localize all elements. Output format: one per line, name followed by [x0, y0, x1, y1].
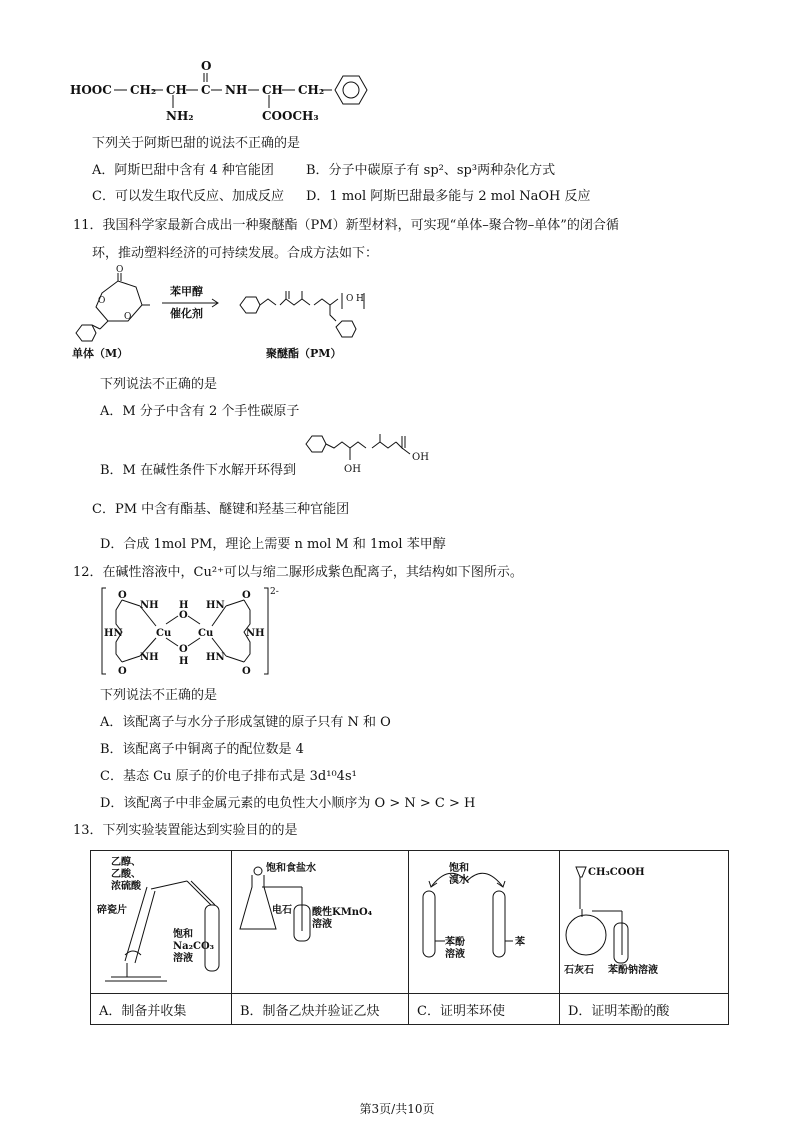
q12-stem: 下列说法不正确的是 — [100, 688, 218, 703]
q11-option-b-structure — [302, 430, 442, 482]
q10-option-a: A．阿斯巴甜中含有 4 种官能团 — [92, 163, 274, 178]
a-sat-label: 饱和 — [173, 929, 193, 940]
right-o-top: O — [242, 590, 251, 601]
q12-option-d: D．该配离子中非金属元素的电负性大小顺序为 O > N > C > H — [100, 796, 476, 811]
q10-stem: 下列关于阿斯巴甜的说法不正确的是 — [92, 136, 301, 151]
c-phenol-label1: 苯酚 — [445, 937, 465, 948]
q12-option-a: A．该配离子与水分子形成氢键的原子只有 N 和 O — [100, 715, 391, 730]
right-o-bottom: O — [242, 666, 251, 677]
apparatus-b-drawing — [232, 851, 408, 989]
apparatus-c — [409, 851, 560, 994]
b-kmno4-label2: 溶液 — [312, 919, 332, 930]
carbonyl-c-label: C — [201, 83, 211, 97]
polymer-h-label: H — [356, 294, 364, 304]
right-hn-top: HN — [206, 600, 225, 611]
c-bromine-label2: 溴水 — [449, 875, 469, 886]
q12-line1: 12．在碱性溶液中，Cu²⁺可以与缩二脲形成紫色配离子，其结构如下图所示。 — [73, 565, 523, 580]
apparatus-a — [91, 851, 232, 994]
q11-reaction-scheme — [70, 265, 390, 365]
left-hn: HN — [104, 628, 123, 639]
q11-line1: 11．我国科学家最新合成出一种聚醚酯（PM）新型材料，可实现“单体–聚合物–单体”的闭合循 — [73, 218, 619, 233]
q11-option-d: D．合成 1mol PM，理论上需要 n mol M 和 1mol 苯甲醇 — [100, 537, 446, 552]
aspartame-structure — [70, 58, 380, 128]
monomer-ring-o-label: O — [116, 265, 124, 275]
q11-stem: 下列说法不正确的是 — [100, 377, 218, 392]
b-brine-label: 饱和食盐水 — [266, 863, 316, 874]
apparatus-d — [560, 851, 729, 994]
ch2-label-2: CH₂ — [298, 83, 325, 97]
apparatus-a-drawing — [91, 851, 231, 989]
right-nh: NH — [246, 628, 265, 639]
charge-label: 2- — [270, 587, 279, 597]
option-b-oh-label: OH — [344, 464, 361, 475]
caption-c: C．证明苯环使 — [409, 994, 560, 1025]
q13-line1: 13．下列实验装置能达到实验目的的是 — [73, 823, 298, 838]
q12-complex-structure — [100, 586, 280, 678]
q11-line2: 环，推动塑料经济的可持续发展。合成方法如下： — [92, 246, 379, 261]
arrow-top-label: 苯甲醇 — [170, 285, 203, 298]
d-acid-label: CH₃COOH — [588, 867, 645, 878]
monomer-label: 单体（M） — [72, 347, 129, 360]
a-chips-label: 碎瓷片 — [97, 905, 127, 916]
q10-option-b: B．分子中碳原子有 sp²、sp³两种杂化方式 — [306, 163, 556, 178]
cu-label-2: Cu — [198, 628, 214, 639]
arrow-bottom-label: 催化剂 — [170, 307, 203, 320]
apparatus-c-drawing — [409, 851, 559, 989]
q12-option-b: B．该配离子中铜离子的配位数是 4 — [100, 742, 304, 757]
q11-option-c: C．PM 中含有酯基、醚键和羟基三种官能团 — [92, 502, 350, 517]
monomer-ring-o3-label: O — [124, 312, 132, 322]
left-nh-bottom: NH — [140, 652, 159, 663]
nh2-label: NH₂ — [166, 109, 194, 123]
ch-label: CH — [166, 83, 187, 97]
monomer-ring-o2-label: O — [98, 296, 106, 306]
caption-b: B．制备乙炔并验证乙炔 — [232, 994, 409, 1025]
q12-option-c: C．基态 Cu 原子的价电子排布式是 3d¹⁰4s¹ — [100, 769, 357, 784]
nh-label: NH — [225, 83, 248, 97]
q10-option-c: C．可以发生取代反应、加成反应 — [92, 189, 284, 204]
cooch3-label: COOCH₃ — [262, 109, 319, 123]
left-o-top: O — [118, 590, 127, 601]
apparatus-d-drawing — [560, 851, 728, 989]
q13-apparatus-table — [90, 850, 729, 1025]
a-na2co3-label: Na₂CO₃ — [173, 941, 215, 952]
caption-d: D．证明苯酚的酸 — [560, 994, 729, 1025]
q11-option-b: B．M 在碱性条件下水解开环得到 — [100, 463, 296, 478]
c-bromine-label1: 饱和 — [449, 863, 469, 874]
bridge-h-bottom: H — [179, 656, 189, 667]
left-o-bottom: O — [118, 666, 127, 677]
carbonyl-o-label: O — [201, 59, 212, 73]
page-footer: 第3页/共10页 — [359, 1102, 435, 1116]
caption-a: A．制备并收集 — [91, 994, 232, 1025]
bridge-o-bottom: O — [179, 644, 188, 655]
d-phenoxide-label: 苯酚钠溶液 — [608, 965, 658, 976]
q10-option-d: D．1 mol 阿斯巴甜最多能与 2 mol NaOH 反应 — [306, 189, 591, 204]
c-phenol-label2: 溶液 — [445, 949, 465, 960]
q11-option-a: A．M 分子中含有 2 个手性碳原子 — [100, 404, 300, 419]
a-reagents-line1: 乙醇、 — [111, 857, 141, 868]
ch-label-2: CH — [262, 83, 283, 97]
a-reagents-line3: 浓硫酸 — [111, 881, 141, 892]
b-carbide-label: 电石 — [272, 905, 292, 916]
a-soln-label: 溶液 — [173, 953, 193, 964]
bridge-h-top: H — [179, 600, 189, 611]
hooc-label: HOOC — [70, 83, 112, 97]
polymer-o-label: O — [346, 294, 354, 304]
cu-label-1: Cu — [156, 628, 172, 639]
right-hn-bottom: HN — [206, 652, 225, 663]
apparatus-b — [232, 851, 409, 994]
left-nh-top: NH — [140, 600, 159, 611]
d-limestone-label: 石灰石 — [564, 965, 594, 976]
b-kmno4-label1: 酸性KMnO₄ — [312, 907, 373, 918]
bridge-o-top: O — [179, 610, 188, 621]
polymer-label: 聚醚酯（PM） — [266, 347, 342, 360]
ch2-label: CH₂ — [130, 83, 157, 97]
c-benzene-label: 苯 — [515, 937, 525, 948]
a-reagents-line2: 乙酸、 — [111, 869, 141, 880]
option-b-acid-oh-label: OH — [412, 452, 429, 463]
